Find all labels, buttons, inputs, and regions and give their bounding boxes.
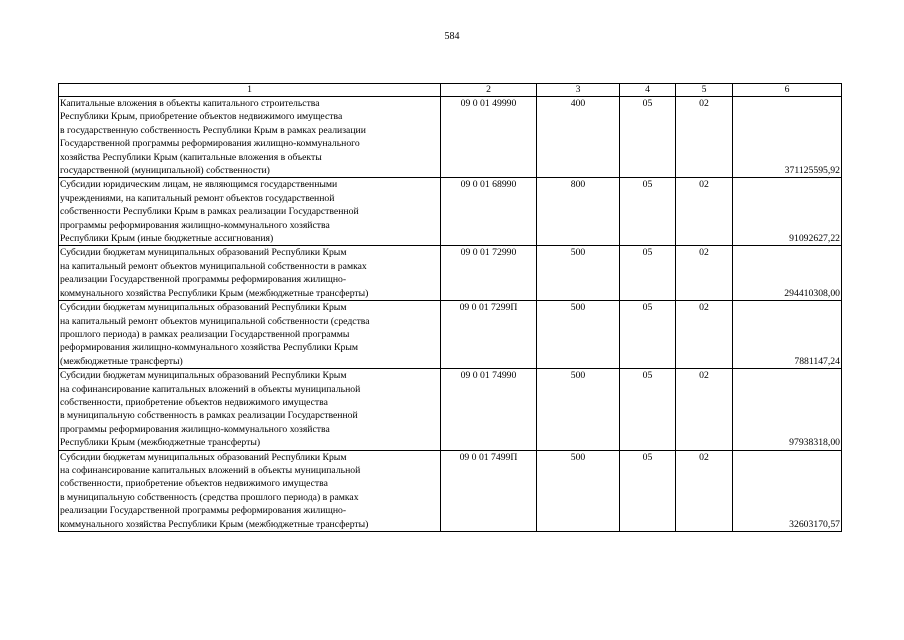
description-line: реформирования жилищно-коммунального хозяйства Республики Крым: [60, 342, 358, 354]
description-line: Субсидии бюджетам муниципальных образований Республики Крым: [60, 451, 347, 463]
description-line: реализации Государственной программы реформирования жилищно-: [60, 274, 347, 286]
header-col-5: 5: [676, 84, 733, 97]
description-line: собственности, приобретение объектов недвижимого имущества: [60, 396, 328, 408]
description-line: в государственную собственность Республики Крым в рамках реализации: [60, 124, 366, 136]
target-code: 09 0 01 72990: [441, 246, 537, 301]
table-row: [59, 97, 842, 178]
header-col-4: 4: [620, 84, 676, 97]
table-row: [59, 450, 842, 531]
description-line: Субсидии бюджетам муниципальных образований Республики Крым: [60, 247, 347, 259]
description-line: программы реформирования жилищно-коммунального хозяйства: [60, 219, 330, 231]
description-line: прошлого периода) в рамках реализации Государственной программы: [60, 328, 350, 340]
row-description: [59, 301, 441, 369]
target-code: 09 0 01 74990: [441, 369, 537, 450]
description-line: собственности, приобретение объектов недвижимого имущества: [60, 478, 328, 490]
row-description: [59, 178, 441, 246]
subsection-code: 02: [676, 246, 733, 301]
amount: 32603170,57: [733, 450, 842, 531]
table-row: [59, 301, 842, 369]
subsection-code: 02: [676, 369, 733, 450]
amount: 97938318,00: [733, 369, 842, 450]
section-code: 05: [620, 97, 676, 178]
subsection-code: 02: [676, 301, 733, 369]
target-code: 09 0 01 49990: [441, 97, 537, 178]
description-line: коммунального хозяйства Республики Крым (межбюджетные трансферты): [60, 518, 369, 530]
description-line: Субсидии бюджетам муниципальных образований Республики Крым: [60, 370, 347, 382]
description-line: собственности Республики Крым в рамках реализации Государственной: [60, 206, 359, 218]
expense-type: 500: [537, 450, 620, 531]
section-code: 05: [620, 246, 676, 301]
expense-type: 500: [537, 369, 620, 450]
description-line: в муниципальную собственность в рамках реализации Государственной: [60, 410, 358, 422]
header-col-1: 1: [59, 84, 441, 97]
description-line: на капитальный ремонт объектов муниципальной собственности (средства: [60, 315, 370, 327]
description-line: Государственной программы реформирования жилищно-коммунального: [60, 138, 360, 150]
subsection-code: 02: [676, 450, 733, 531]
section-code: 05: [620, 301, 676, 369]
description-line: (межбюджетные трансферты): [60, 355, 183, 367]
expense-type: 800: [537, 178, 620, 246]
subsection-code: 02: [676, 97, 733, 178]
table-row: [59, 246, 842, 301]
description-line: учреждениями, на капитальный ремонт объектов государственной: [60, 192, 335, 204]
description-line: программы реформирования жилищно-коммунального хозяйства: [60, 423, 330, 435]
row-description: [59, 450, 441, 531]
description-line: Капитальные вложения в объекты капитального строительства: [60, 98, 320, 109]
description-line: на софинансирование капитальных вложений в объекты муниципальной: [60, 383, 361, 395]
header-col-3: 3: [537, 84, 620, 97]
page-number: 584: [444, 31, 460, 42]
description-line: Субсидии бюджетам муниципальных образований Республики Крым: [60, 302, 347, 314]
target-code: 09 0 01 68990: [441, 178, 537, 246]
amount: 7881147,24: [733, 301, 842, 369]
row-description: [59, 246, 441, 301]
description-line: Республики Крым, приобретение объектов недвижимого имущества: [60, 111, 343, 123]
target-code: 09 0 01 7299П: [441, 301, 537, 369]
row-description: [59, 97, 441, 178]
amount: 371125595,92: [733, 97, 842, 178]
description-line: на софинансирование капитальных вложений в объекты муниципальной: [60, 464, 361, 476]
expense-type: 500: [537, 301, 620, 369]
section-code: 05: [620, 369, 676, 450]
description-line: на капитальный ремонт объектов муниципальной собственности в рамках: [60, 260, 367, 272]
subsection-code: 02: [676, 178, 733, 246]
description-line: Республики Крым (иные бюджетные ассигнования): [60, 233, 274, 245]
table-row: [59, 369, 842, 450]
budget-table: [58, 83, 842, 532]
table-row: [59, 178, 842, 246]
description-line: Субсидии юридическим лицам, не являющимся государственными: [60, 179, 338, 191]
amount: 91092627,22: [733, 178, 842, 246]
table-header-row: [59, 84, 842, 97]
expense-type: 500: [537, 246, 620, 301]
row-description: [59, 369, 441, 450]
description-line: реализации Государственной программы реформирования жилищно-: [60, 505, 347, 517]
description-line: в муниципальную собственность (средства прошлого периода) в рамках: [60, 491, 359, 503]
amount: 294410308,00: [733, 246, 842, 301]
description-line: хозяйства Республики Крым (капитальные вложения в объекты: [60, 151, 322, 163]
section-code: 05: [620, 450, 676, 531]
description-line: коммунального хозяйства Республики Крым (межбюджетные трансферты): [60, 287, 369, 299]
header-col-6: 6: [733, 84, 842, 97]
target-code: 09 0 01 7499П: [441, 450, 537, 531]
description-line: государственной (муниципальной) собственности): [60, 165, 270, 177]
header-col-2: 2: [441, 84, 537, 97]
expense-type: 400: [537, 97, 620, 178]
section-code: 05: [620, 178, 676, 246]
description-line: Республики Крым (межбюджетные трансферты): [60, 437, 261, 449]
